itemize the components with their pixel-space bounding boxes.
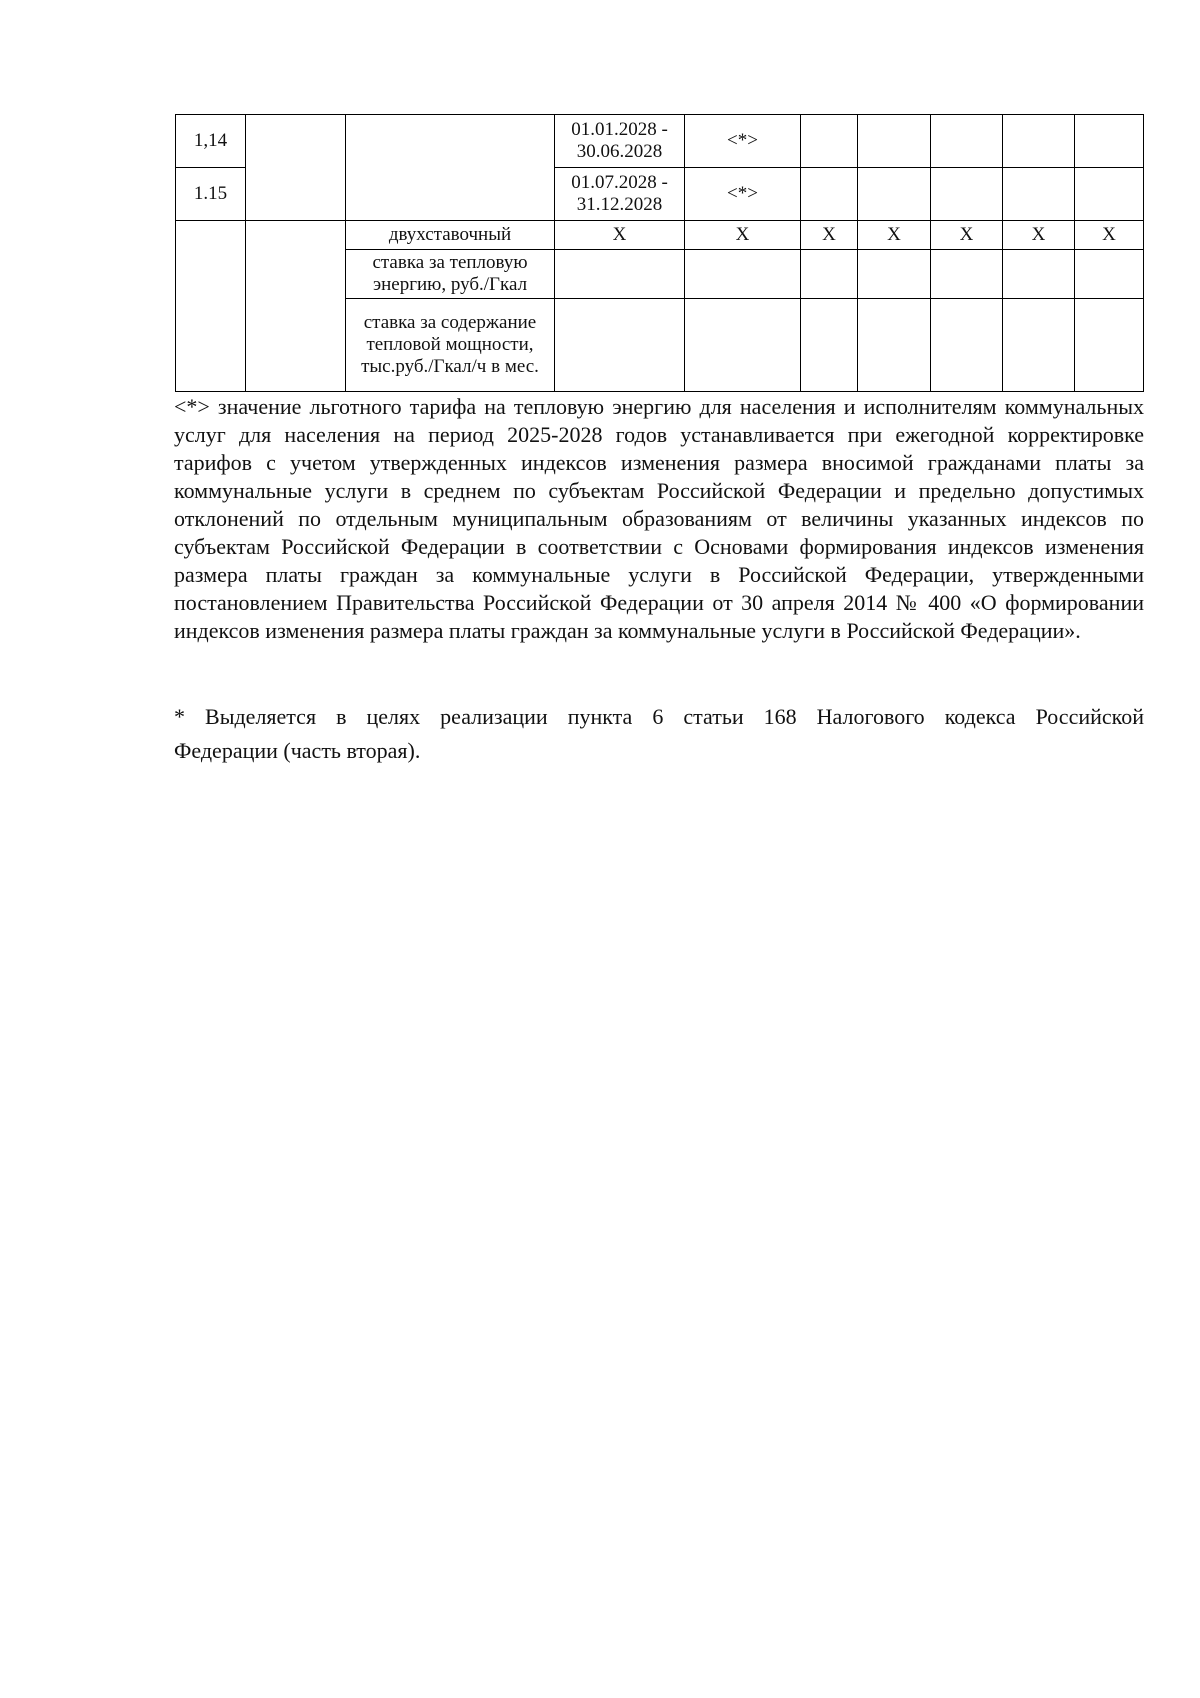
empty-cell [858,250,931,299]
empty-cell [555,250,685,299]
x-mark: X [1003,221,1075,250]
empty-cell [858,168,931,221]
note-line: * Выделяется в целях реализации пункта 6 статьи 168 Налогового кодекса Российской [174,704,1144,729]
empty-cell [801,299,858,392]
table-row [176,115,1144,168]
empty-cell [801,250,858,299]
empty-cell [685,250,801,299]
empty-cell [1003,168,1075,221]
empty-cell [858,115,931,168]
two-part-label: двухставочный [346,221,555,250]
x-mark: X [1075,221,1144,250]
value-cell: <*> [685,168,801,221]
empty-cell [1003,299,1075,392]
tax-code-note [174,700,1144,768]
empty-cell [931,115,1003,168]
empty-cell [1003,115,1075,168]
x-mark: X [555,221,685,250]
footnote-text: <*> значение льготного тарифа на тепловую энергию для населения и исполнителям коммунальных услуг для населения на период 2025-2028 годов устанавливается при ежегодной корректировке тарифов с учетом утвержденных индексов изменения размера вносимой гражданами платы за коммунальные услуги в среднем по субъектам Российской Федерации и предельно допустимых отклонений по отдельным муниципальным образованиям от величины указанных индексов по субъектам Российской Федерации в соответствии с Основами формирования индексов изменения размера платы граждан за коммунальные услуги в Российской Федерации, утвержденными постановлением Правительства Российской Федерации от 30 апреля 2014 № 400 «О формировании индексов изменения размера платы граждан за коммунальные услуги в Российской Федерации». [174,394,1144,643]
x-mark: X [801,221,858,250]
empty-cell [246,221,346,392]
empty-cell [176,221,246,392]
period-cell: 01.07.2028 - 31.12.2028 [555,168,685,221]
empty-cell [931,250,1003,299]
x-mark: X [685,221,801,250]
period-cell: 01.01.2028 - 30.06.2028 [555,115,685,168]
empty-cell [801,168,858,221]
empty-cell [1075,115,1144,168]
note-line: Федерации (часть вторая). [174,738,421,763]
rate-capacity-label: ставка за содержание тепловой мощности, тыс.руб./Гкал/ч в мес. [346,299,555,392]
empty-cell [1075,250,1144,299]
empty-cell [685,299,801,392]
empty-cell [931,168,1003,221]
x-mark: X [858,221,931,250]
empty-cell [346,115,555,221]
row-number: 1.15 [176,168,246,221]
tariff-table [175,114,1144,392]
empty-cell [246,115,346,221]
empty-cell [1075,168,1144,221]
empty-cell [555,299,685,392]
table-row [176,221,1144,250]
empty-cell [931,299,1003,392]
empty-cell [1003,250,1075,299]
value-cell: <*> [685,115,801,168]
rate-energy-label: ставка за тепловую энергию, руб./Гкал [346,250,555,299]
empty-cell [801,115,858,168]
x-mark: X [931,221,1003,250]
row-number: 1,14 [176,115,246,168]
empty-cell [858,299,931,392]
empty-cell [1075,299,1144,392]
